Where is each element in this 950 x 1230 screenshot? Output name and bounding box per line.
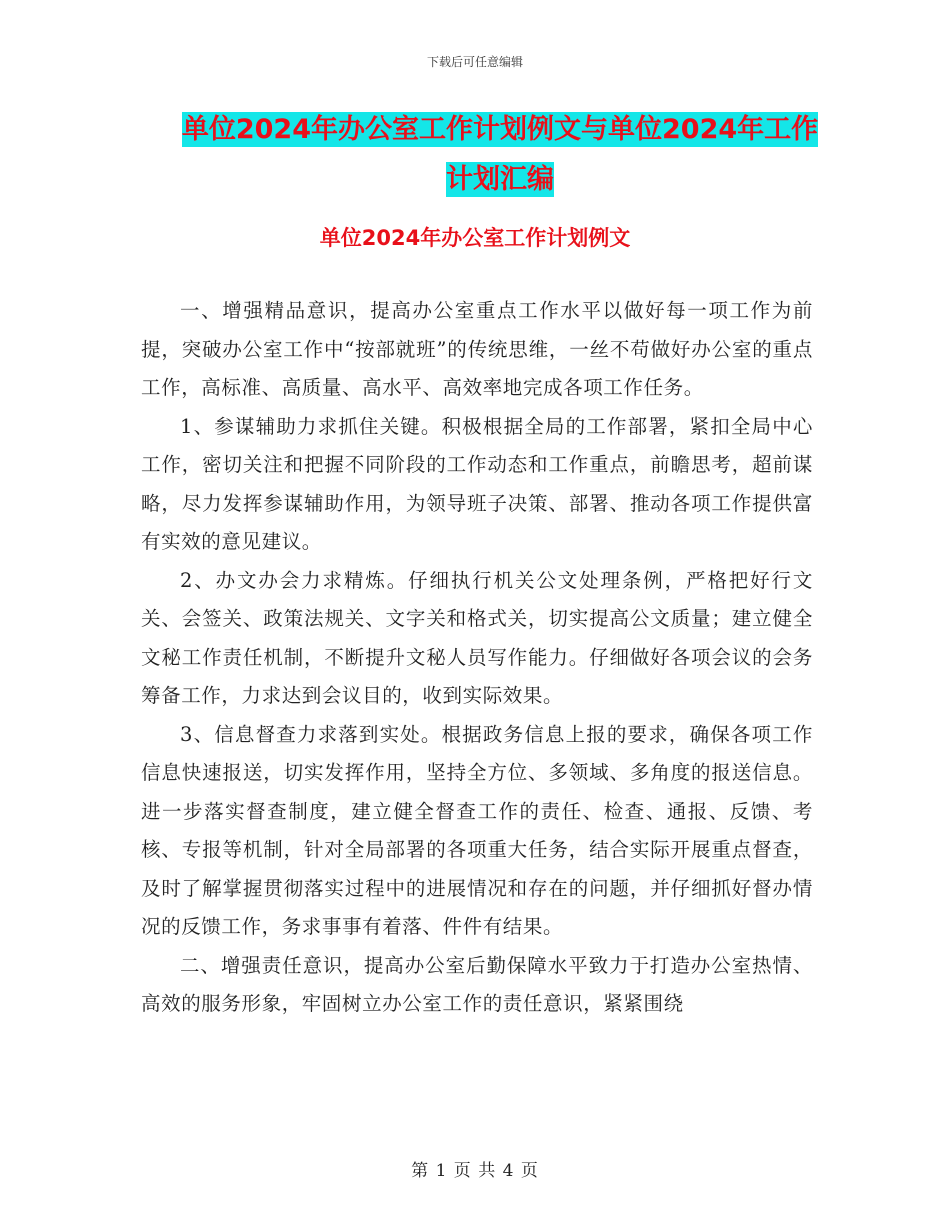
document-title-line-2: 计划汇编: [446, 164, 554, 195]
paragraph: 二、增强责任意识，提高办公室后勤保障水平致力于打造办公室热情、高效的服务形象，牢固树立办公室工作的责任意识，紧紧围绕: [141, 953, 813, 1015]
paragraph: 一、增强精品意识，提高办公室重点工作水平以做好每一项工作为前提，突破办公室工作中“按部就班”的传统思维，一丝不苟做好办公室的重点工作，高标准、高质量、高水平、高效率地完成各项工作任务。: [141, 299, 813, 399]
paragraph: 3、信息督查力求落到实处。根据政务信息上报的要求，确保各项工作信息快速报送，切实发挥作用，坚持全方位、多领域、多角度的报送信息。进一步落实督查制度，建立健全督查工作的责任、检查、通报、反馈、考核、专报等机制，针对全局部署的各项重大任务，结合实际开展重点督查，及时了解掌握贯彻落实过程中的进展情况和存在的问题，并仔细抓好督办情况的反馈工作，务求事事有着落、件件有结果。: [141, 722, 813, 938]
paragraph: 2、办文办会力求精炼。仔细执行机关公文处理条例，严格把好行文关、会签关、政策法规关、文字关和格式关，切实提高公文质量；建立健全文秘工作责任机制，不断提升文秘人员写作能力。仔细做好各项会议的会务筹备工作，力求达到会议目的，收到实际效果。: [141, 568, 813, 707]
body-text: [141, 292, 813, 1024]
paragraph: 1、参谋辅助力求抓住关键。积极根据全局的工作部署，紧扣全局中心工作，密切关注和把握不同阶段的工作动态和工作重点，前瞻思考，超前谋略，尽力发挥参谋辅助作用，为领导班子决策、部署、推动各项工作提供富有实效的意见建议。: [141, 414, 813, 553]
document-title-line-1: 单位2024年办公室工作计划例文与单位2024年工作: [181, 114, 819, 145]
header-note: 下载后可任意编辑: [426, 55, 523, 69]
document-title: [180, 105, 820, 205]
page-number: 第 1 页 共 4 页: [411, 1161, 539, 1181]
section-title: 单位2024年办公室工作计划例文: [319, 226, 631, 250]
